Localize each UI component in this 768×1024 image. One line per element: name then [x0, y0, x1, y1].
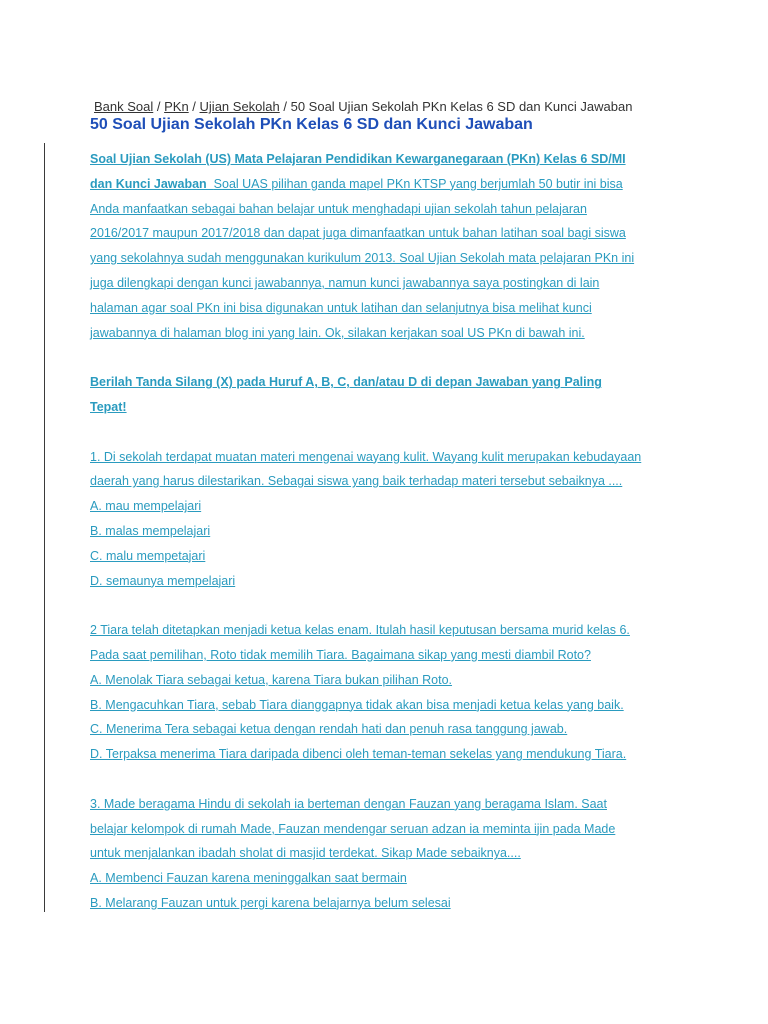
instruction-line: Tepat!	[90, 399, 127, 414]
intro-line: jawabannya di halaman blog ini yang lain. Ok, silakan kerjakan soal US PKn di bawah ini.	[90, 325, 585, 340]
intro-line: juga dilengkapi dengan kunci jawabannya, namun kunci jawabannya saya postingkan di lain	[90, 275, 600, 290]
question-3-text: untuk menjalankan ibadah sholat di masjid terdekat. Sikap Made sebaiknya....	[90, 846, 521, 861]
intro-text: Soal UAS pilihan ganda mapel PKn KTSP yang berjumlah 50 butir ini bisa	[213, 176, 623, 191]
instruction-line: Berilah Tanda Silang (X) pada Huruf A, B, C, dan/atau D di depan Jawaban yang Paling	[90, 375, 602, 390]
intro-line: Soal Ujian Sekolah (US) Mata Pelajaran Pendidikan Kewarganegaraan (PKn) Kelas 6 SD/MI	[90, 152, 626, 166]
question-3-option-a: A. Membenci Fauzan karena meninggalkan saat bermain	[90, 871, 407, 886]
left-border-line	[44, 143, 45, 912]
question-2-option-d: D. Terpaksa menerima Tiara daripada dibenci oleh teman-teman sekelas yang mendukung Tiara.	[90, 747, 627, 762]
breadcrumb-link-ujian-sekolah[interactable]: Ujian Sekolah	[199, 99, 280, 114]
intro-line: 2016/2017 maupun 2017/2018 dan dapat juga dimanfaatkan untuk bahan latihan soal bagi siswa	[90, 226, 626, 241]
page-title: 50 Soal Ujian Sekolah PKn Kelas 6 SD dan Kunci Jawaban	[90, 116, 533, 133]
breadcrumb-link-bank-soal[interactable]: Bank Soal	[94, 99, 154, 114]
intro-line: Anda manfaatkan sebagai bahan belajar untuk menghadapi ujian sekolah tahun pelajaran	[90, 201, 587, 216]
question-1-option-c: C. malu mempetajari	[90, 548, 206, 563]
question-1-option-b: B. malas mempelajari	[90, 523, 211, 538]
question-3-option-b: B. Melarang Fauzan untuk pergi karena belajarnya belum selesai	[90, 895, 451, 910]
question-2-option-b: B. Mengacuhkan Tiara, sebab Tiara dianggapnya tidak akan bisa menjadi ketua kelas yang baik.	[90, 697, 624, 712]
intro-line: yang sekolahnya sudah menggunakan kurikulum 2013. Soal Ujian Sekolah mata pelajaran PKn ini	[90, 251, 635, 266]
intro-bold-text: dan Kunci Jawaban_	[90, 176, 214, 191]
question-3-text: belajar kelompok di rumah Made, Fauzan mendengar seruan adzan ia meminta ijin pada Made	[90, 821, 616, 836]
question-2-text: 2 Tiara telah ditetapkan menjadi ketua kelas enam. Itulah hasil keputusan bersama murid kelas 6.	[90, 623, 630, 638]
breadcrumb-separator: /	[188, 99, 200, 114]
question-1-option-d: D. semaunya mempelajari	[90, 573, 236, 588]
question-1-option-a: A. mau mempelajari	[90, 499, 202, 514]
article-body	[90, 147, 710, 916]
question-2-text: Pada saat pemilihan, Roto tidak memilih Tiara. Bagaimana sikap yang mesti diambil Roto?	[90, 647, 591, 662]
breadcrumb	[94, 99, 632, 114]
question-1-text: daerah yang harus dilestarikan. Sebagai siswa yang baik terhadap materi tersebut sebaiknya ....	[90, 474, 623, 489]
breadcrumb-separator: /	[279, 99, 291, 114]
intro-line: halaman agar soal PKn ini bisa digunakan untuk latihan dan selanjutnya bisa melihat kunci	[90, 300, 592, 315]
intro-line	[90, 172, 710, 197]
breadcrumb-link-pkn[interactable]: PKn	[164, 99, 189, 114]
question-2-option-a: A. Menolak Tiara sebagai ketua, karena Tiara bukan pilihan Roto.	[90, 672, 453, 687]
breadcrumb-current: 50 Soal Ujian Sekolah PKn Kelas 6 SD dan Kunci Jawaban	[290, 99, 633, 114]
question-1-text: 1. Di sekolah terdapat muatan materi mengenai wayang kulit. Wayang kulit merupakan kebudayaan	[90, 449, 642, 464]
question-3-text: 3. Made beragama Hindu di sekolah ia berteman dengan Fauzan yang beragama Islam. Saat	[90, 796, 607, 811]
breadcrumb-separator: /	[153, 99, 165, 114]
question-2-option-c: C. Menerima Tera sebagai ketua dengan rendah hati dan penuh rasa tanggung jawab.	[90, 722, 568, 737]
